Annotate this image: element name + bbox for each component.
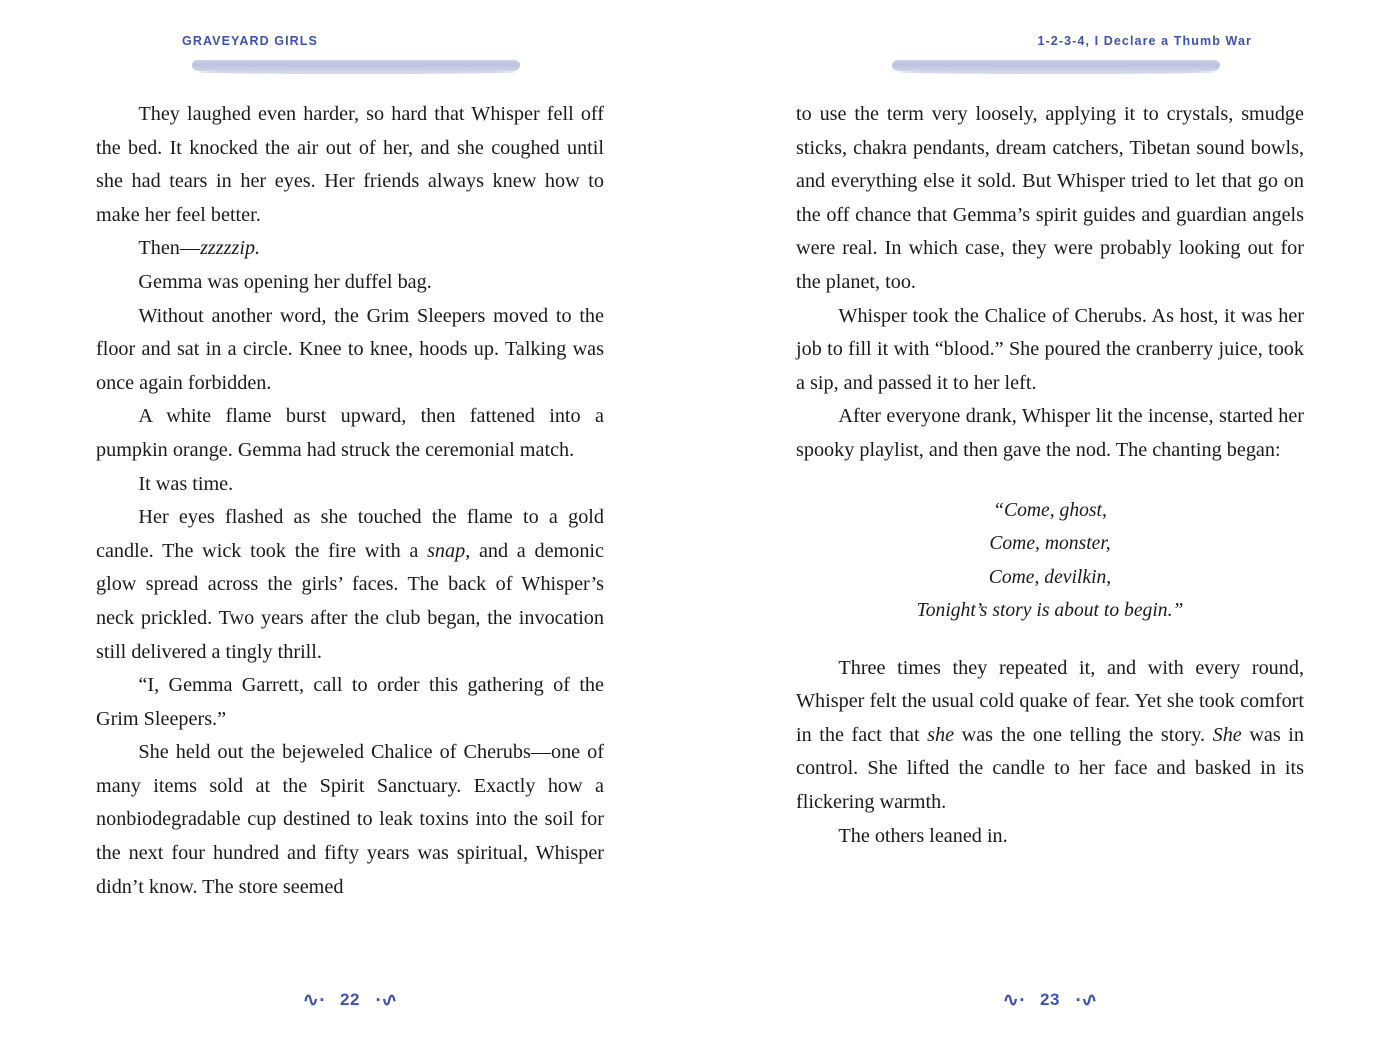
italic-word: She: [1212, 723, 1242, 746]
folio-left: [0, 990, 700, 1010]
running-head-left: GRAVEYARD GIRLS: [182, 34, 318, 48]
paragraph: to use the term very loosely, applying it to crystals, smudge sticks, chakra pendants, dream catchers, Tibetan sound bowls, and everything else it sold. But Whisper tried to let that go on the off chance that Gemma’s spirit guides and guardian angels were real. In which case, they were probably looking out for the planet, too.: [796, 103, 1304, 293]
folio-right: [700, 990, 1400, 1010]
header-rule-left-wrap: [96, 56, 604, 78]
ornament-right-icon: ∿∙: [375, 989, 398, 1011]
header-brush-rule-left: [192, 60, 520, 71]
page-number: 23: [1040, 990, 1060, 1009]
ornament-left-icon: ∿∙: [302, 989, 325, 1011]
body-text-right: [796, 98, 1304, 853]
italic-word: zzzzzip.: [200, 237, 261, 260]
paragraph: Three times they repeated it, and with every round, Whisper felt the usual cold quake of fear. Yet she took comfort in the fact that she was the one telling the story. She was in control. She lifted the candle to her face and basked in its flickering warmth.: [796, 656, 1304, 813]
paragraph: A white flame burst upward, then fattened into a pumpkin orange. Gemma had struck the ceremonial match.: [96, 405, 604, 461]
italic-word: snap: [427, 539, 466, 562]
paragraph: It was time.: [138, 472, 234, 495]
verse-line: Tonight’s story is about to begin.”: [916, 600, 1184, 622]
verse-line: Come, monster,: [989, 533, 1111, 555]
header-brush-rule-right: [892, 60, 1220, 71]
page-right: [700, 0, 1400, 1050]
paragraph: Whisper took the Chalice of Cherubs. As host, it was her job to fill it with “blood.” She poured the cranberry juice, took a sip, and passed it to her left.: [796, 304, 1304, 394]
paragraph: Without another word, the Grim Sleepers moved to the floor and sat in a circle. Knee to knee, hoods up. Talking was once again forbidden.: [96, 304, 604, 394]
header-rule-right-wrap: [796, 56, 1304, 78]
paragraph: “I, Gemma Garrett, call to order this gathering of the Grim Sleepers.”: [96, 674, 604, 730]
paragraph: The others leaned in.: [838, 824, 1008, 847]
ornament-left-icon: ∿∙: [1002, 989, 1025, 1011]
running-head-right: 1-2-3-4, I Declare a Thumb War: [1037, 34, 1252, 48]
paragraph: Her eyes flashed as she touched the flame to a gold candle. The wick took the fire with a snap, and a demonic glow spread across the girls’ faces. The back of Whisper’s neck prickled. Two years after the club began, the invocation still delivered a tingly thrill.: [96, 506, 604, 663]
paragraph: Gemma was opening her duffel bag.: [138, 270, 432, 293]
page-number: 22: [340, 990, 360, 1009]
verse-block: [796, 494, 1304, 628]
ornament-right-icon: ∿∙: [1075, 989, 1098, 1011]
verse-line: Come, devilkin,: [988, 566, 1112, 588]
paragraph: After everyone drank, Whisper lit the incense, started her spooky playlist, and then gave the nod. The chanting began:: [796, 405, 1304, 461]
body-text-left: [96, 98, 604, 904]
paragraph: She held out the bejeweled Chalice of Cherubs—one of many items sold at the Spirit Sanctuary. Exactly how a nonbiodegradable cup destined to leak toxins into the soil for the next four hundred and fifty years was spiritual, Whisper didn’t know. The store seemed: [96, 741, 604, 898]
verse-line: “Come, ghost,: [993, 499, 1107, 521]
italic-word: she: [927, 723, 955, 746]
paragraph: They laughed even harder, so hard that Whisper fell off the bed. It knocked the air out of her, and she coughed until she had tears in her eyes. Her friends always knew how to make her feel better.: [96, 103, 604, 226]
paragraph: Then—zzzzzip.: [138, 237, 261, 260]
